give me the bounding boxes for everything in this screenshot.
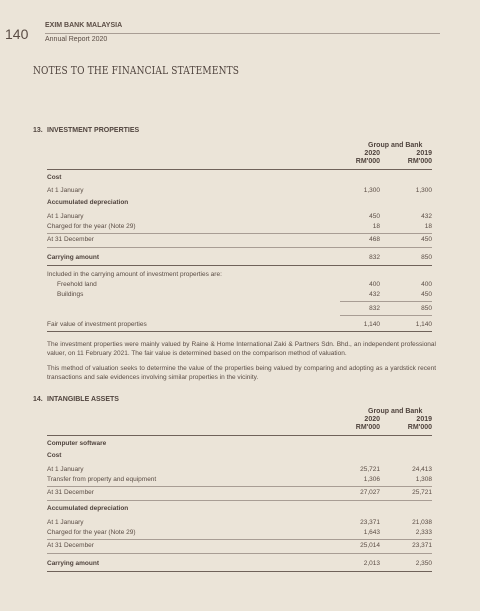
note14-row-at31dec (47, 488, 432, 498)
row-label: Accumulated depreciation (47, 505, 129, 512)
row-label: Included in the carrying amount of investment properties are: (47, 271, 222, 278)
value-2020: 450 (369, 213, 380, 220)
value-2020: 23,371 (360, 519, 380, 526)
value-2020: 1,140 (363, 321, 380, 328)
note13-col2-unit: RM'000 (407, 158, 432, 165)
row-label: At 1 January (47, 519, 84, 526)
value-2020: 18 (372, 223, 380, 230)
row-label: Buildings (57, 291, 84, 298)
value-2019: 850 (421, 254, 432, 261)
note14-row-at1jan (47, 465, 432, 475)
note13-row-buildings (47, 290, 432, 300)
value-2019: 1,300 (415, 187, 432, 194)
note13-col2-year: 2019 (416, 150, 432, 157)
note13-row-at1jan (47, 186, 432, 196)
value-2020: 832 (369, 254, 380, 261)
row-label: Freehold land (57, 281, 97, 288)
note14-title: INTANGIBLE ASSETS (47, 396, 119, 403)
note13-title: INVESTMENT PROPERTIES (47, 127, 140, 134)
value-2020: 832 (369, 305, 380, 312)
note13-row-incl-total (47, 304, 432, 314)
rule (47, 571, 432, 572)
note14-head-rule (47, 435, 432, 436)
value-2020: 27,027 (360, 489, 380, 496)
note14-col1-unit: RM'000 (355, 424, 380, 431)
value-2020: 468 (369, 236, 380, 243)
note14-row-dep-at1jan (47, 518, 432, 528)
note13-group-label: Group and Bank (368, 142, 423, 149)
value-2019: 450 (421, 236, 432, 243)
page-title: NOTES TO THE FINANCIAL STATEMENTS (33, 64, 240, 77)
value-2019: 21,038 (412, 519, 432, 526)
report-name: Annual Report 2020 (45, 36, 108, 43)
note14-col2-unit: RM'000 (407, 424, 432, 431)
rule (47, 553, 432, 554)
header-divider (45, 33, 440, 34)
value-2019: 1,140 (415, 321, 432, 328)
note13-cost-heading (47, 173, 432, 183)
value-2020: 25,721 (360, 466, 380, 473)
value-2020: 25,014 (360, 542, 380, 549)
note13-paragraph-1: The investment properties were mainly valued by Raine & Home International Zaki & Partners Sdn. Bhd., an independent professional valuer, on 11 February 2021. The fair value is determined based on the comparison method of valuation. (47, 341, 436, 357)
note14-row-transfer (47, 475, 432, 485)
value-2019: 450 (421, 291, 432, 298)
note13-paragraph-2: This method of valuation seeks to determine the value of the properties being valued by comparing and adopting as a yardstick recent transactions and sale evidences involving similar properties in the vicinity. (47, 365, 436, 381)
row-label: At 1 January (47, 466, 84, 473)
row-label: Charged for the year (Note 29) (47, 529, 136, 536)
note13-row-at31dec (47, 235, 432, 245)
note14-software-heading (47, 439, 432, 449)
note13-col1-unit: RM'000 (355, 158, 380, 165)
note14-row-dep-at31dec (47, 541, 432, 551)
note13-head-rule (47, 169, 432, 170)
row-label: At 1 January (47, 187, 84, 194)
value-2019: 18 (424, 223, 432, 230)
row-label: Cost (47, 452, 62, 459)
rule (340, 315, 432, 316)
note14-cost-heading (47, 451, 432, 461)
rule (340, 301, 432, 302)
rule (47, 233, 432, 234)
value-2019: 432 (421, 213, 432, 220)
note14-accdep-heading (47, 504, 432, 514)
rule (47, 247, 432, 248)
note14-col2-year: 2019 (416, 416, 432, 423)
note13-number: 13. (33, 127, 43, 134)
rule (47, 500, 432, 501)
value-2019: 2,350 (415, 560, 432, 567)
note13-row-charged (47, 222, 432, 232)
rule (47, 265, 432, 266)
row-label: Transfer from property and equipment (47, 476, 157, 483)
value-2019: 850 (421, 305, 432, 312)
value-2020: 432 (369, 291, 380, 298)
value-2019: 24,413 (412, 466, 432, 473)
note13-included-heading (47, 270, 432, 280)
row-label: Carrying amount (47, 254, 100, 261)
row-label: At 1 January (47, 213, 84, 220)
row-label: Charged for the year (Note 29) (47, 223, 136, 230)
bank-name: EXIM BANK MALAYSIA (45, 22, 123, 29)
note13-accdep-heading (47, 198, 432, 208)
note13-row-fair-value (47, 320, 432, 330)
value-2020: 400 (369, 281, 380, 288)
row-label: Fair value of investment properties (47, 321, 147, 328)
value-2019: 400 (421, 281, 432, 288)
value-2020: 1,643 (363, 529, 380, 536)
note14-col1-year: 2020 (364, 416, 380, 423)
row-label: At 31 December (47, 542, 94, 549)
rule (47, 539, 432, 540)
rule (47, 486, 432, 487)
value-2020: 1,306 (363, 476, 380, 483)
note13-row-dep-at1jan (47, 212, 432, 222)
note14-row-charged (47, 528, 432, 538)
note13-row-carrying (47, 253, 432, 263)
row-label: At 31 December (47, 236, 94, 243)
row-label: At 31 December (47, 489, 94, 496)
value-2019: 2,333 (415, 529, 432, 536)
note14-number: 14. (33, 396, 43, 403)
value-2019: 1,308 (415, 476, 432, 483)
note14-row-carrying (47, 559, 432, 569)
value-2020: 2,013 (363, 560, 380, 567)
rule (47, 331, 432, 332)
page-number: 140 (5, 26, 29, 42)
value-2020: 1,300 (363, 187, 380, 194)
note13-col1-year: 2020 (364, 150, 380, 157)
value-2019: 23,371 (412, 542, 432, 549)
note14-group-label: Group and Bank (368, 408, 423, 415)
row-label: Cost (47, 174, 62, 181)
row-label: Accumulated depreciation (47, 199, 129, 206)
value-2019: 25,721 (412, 489, 432, 496)
note13-row-freehold (47, 280, 432, 290)
row-label: Computer software (47, 440, 107, 447)
row-label: Carrying amount (47, 560, 100, 567)
